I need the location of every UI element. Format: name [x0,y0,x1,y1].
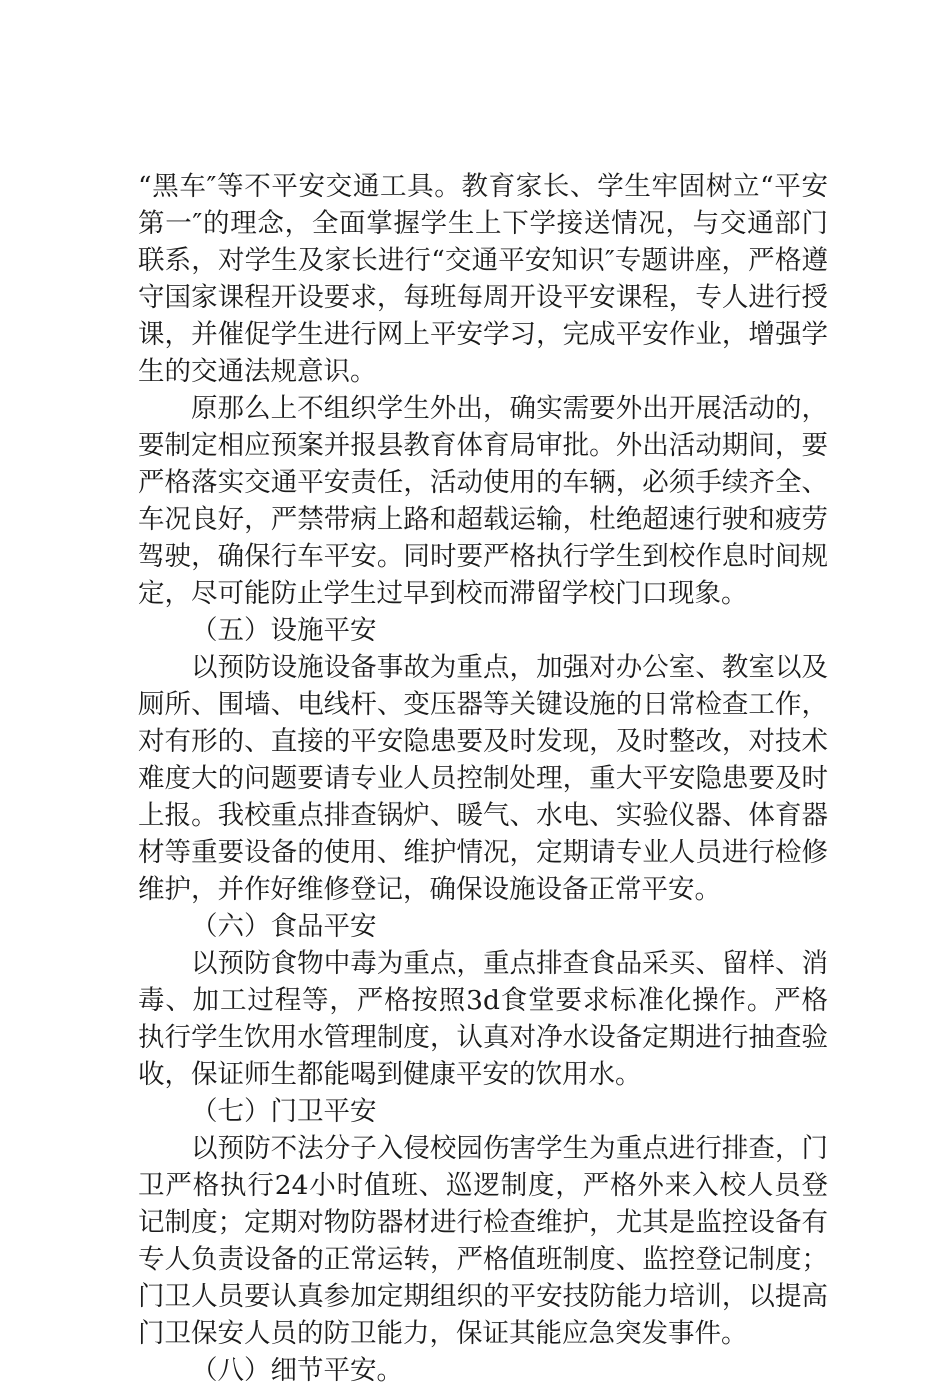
paragraph-traffic-education: “黑车″等不平安交通工具。教育家长、学生牢固树立“平安第一″的理念，全面掌握学生上下学接送情况，与交通部门联系，对学生及家长进行“交通平安知识″专题讲座，严格遵守国家课程开设要求，每班每周开设平安课程，专人进行授课，并催促学生进行网上平安学习，完成平安作业，增强学生的交通法规意识。 [138,171,828,387]
section-heading-gate-safety: （七）门卫平安 [191,1096,377,1127]
paragraph-outing-policy: 原那么上不组织学生外出，确实需要外出开展活动的，要制定相应预案并报县教育体育局审批。外出活动期间，要严格落实交通平安责任，活动使用的车辆，必须手续齐全、车况良好，严禁带病上路和超载运输，杜绝超速行驶和疲劳驾驶，确保行车平安。同时要严格执行学生到校作息时间规定，尽可能防止学生过早到校而滞留学校门口现象。 [138,393,828,609]
document-page [138,168,828,1389]
paragraph-food-safety: 以预防食物中毒为重点，重点排查食品采买、留样、消毒、加工过程等，严格按照3d食堂要求标准化操作。严格执行学生饮用水管理制度，认真对净水设备定期进行抽查验收，保证师生都能喝到健康平安的饮用水。 [138,948,828,1090]
paragraph-gate-safety: 以预防不法分子入侵校园伤害学生为重点进行排查，门卫严格执行24小时值班、巡逻制度，严格外来入校人员登记制度；定期对物防器材进行检查维护，尤其是监控设备有专人负责设备的正常运转，严格值班制度、监控登记制度；门卫人员要认真参加定期组织的平安技防能力培训，以提高门卫保安人员的防卫能力，保证其能应急突发事件。 [138,1133,828,1349]
paragraph-facility-safety: 以预防设施设备事故为重点，加强对办公室、教室以及厕所、围墙、电线杆、变压器等关键设施的日常检查工作，对有形的、直接的平安隐患要及时发现，及时整改，对技术难度大的问题要请专业人员控制处理，重大平安隐患要及时上报。我校重点排查锅炉、暖气、水电、实验仪器、体育器材等重要设备的使用、维护情况，定期请专业人员进行检修维护，并作好维修登记，确保设施设备正常平安。 [138,652,828,905]
section-heading-facility-safety: （五）设施平安 [191,615,377,646]
section-heading-detail-safety: （八）细节平安。 [191,1355,403,1386]
section-heading-food-safety: （六）食品平安 [191,911,377,942]
